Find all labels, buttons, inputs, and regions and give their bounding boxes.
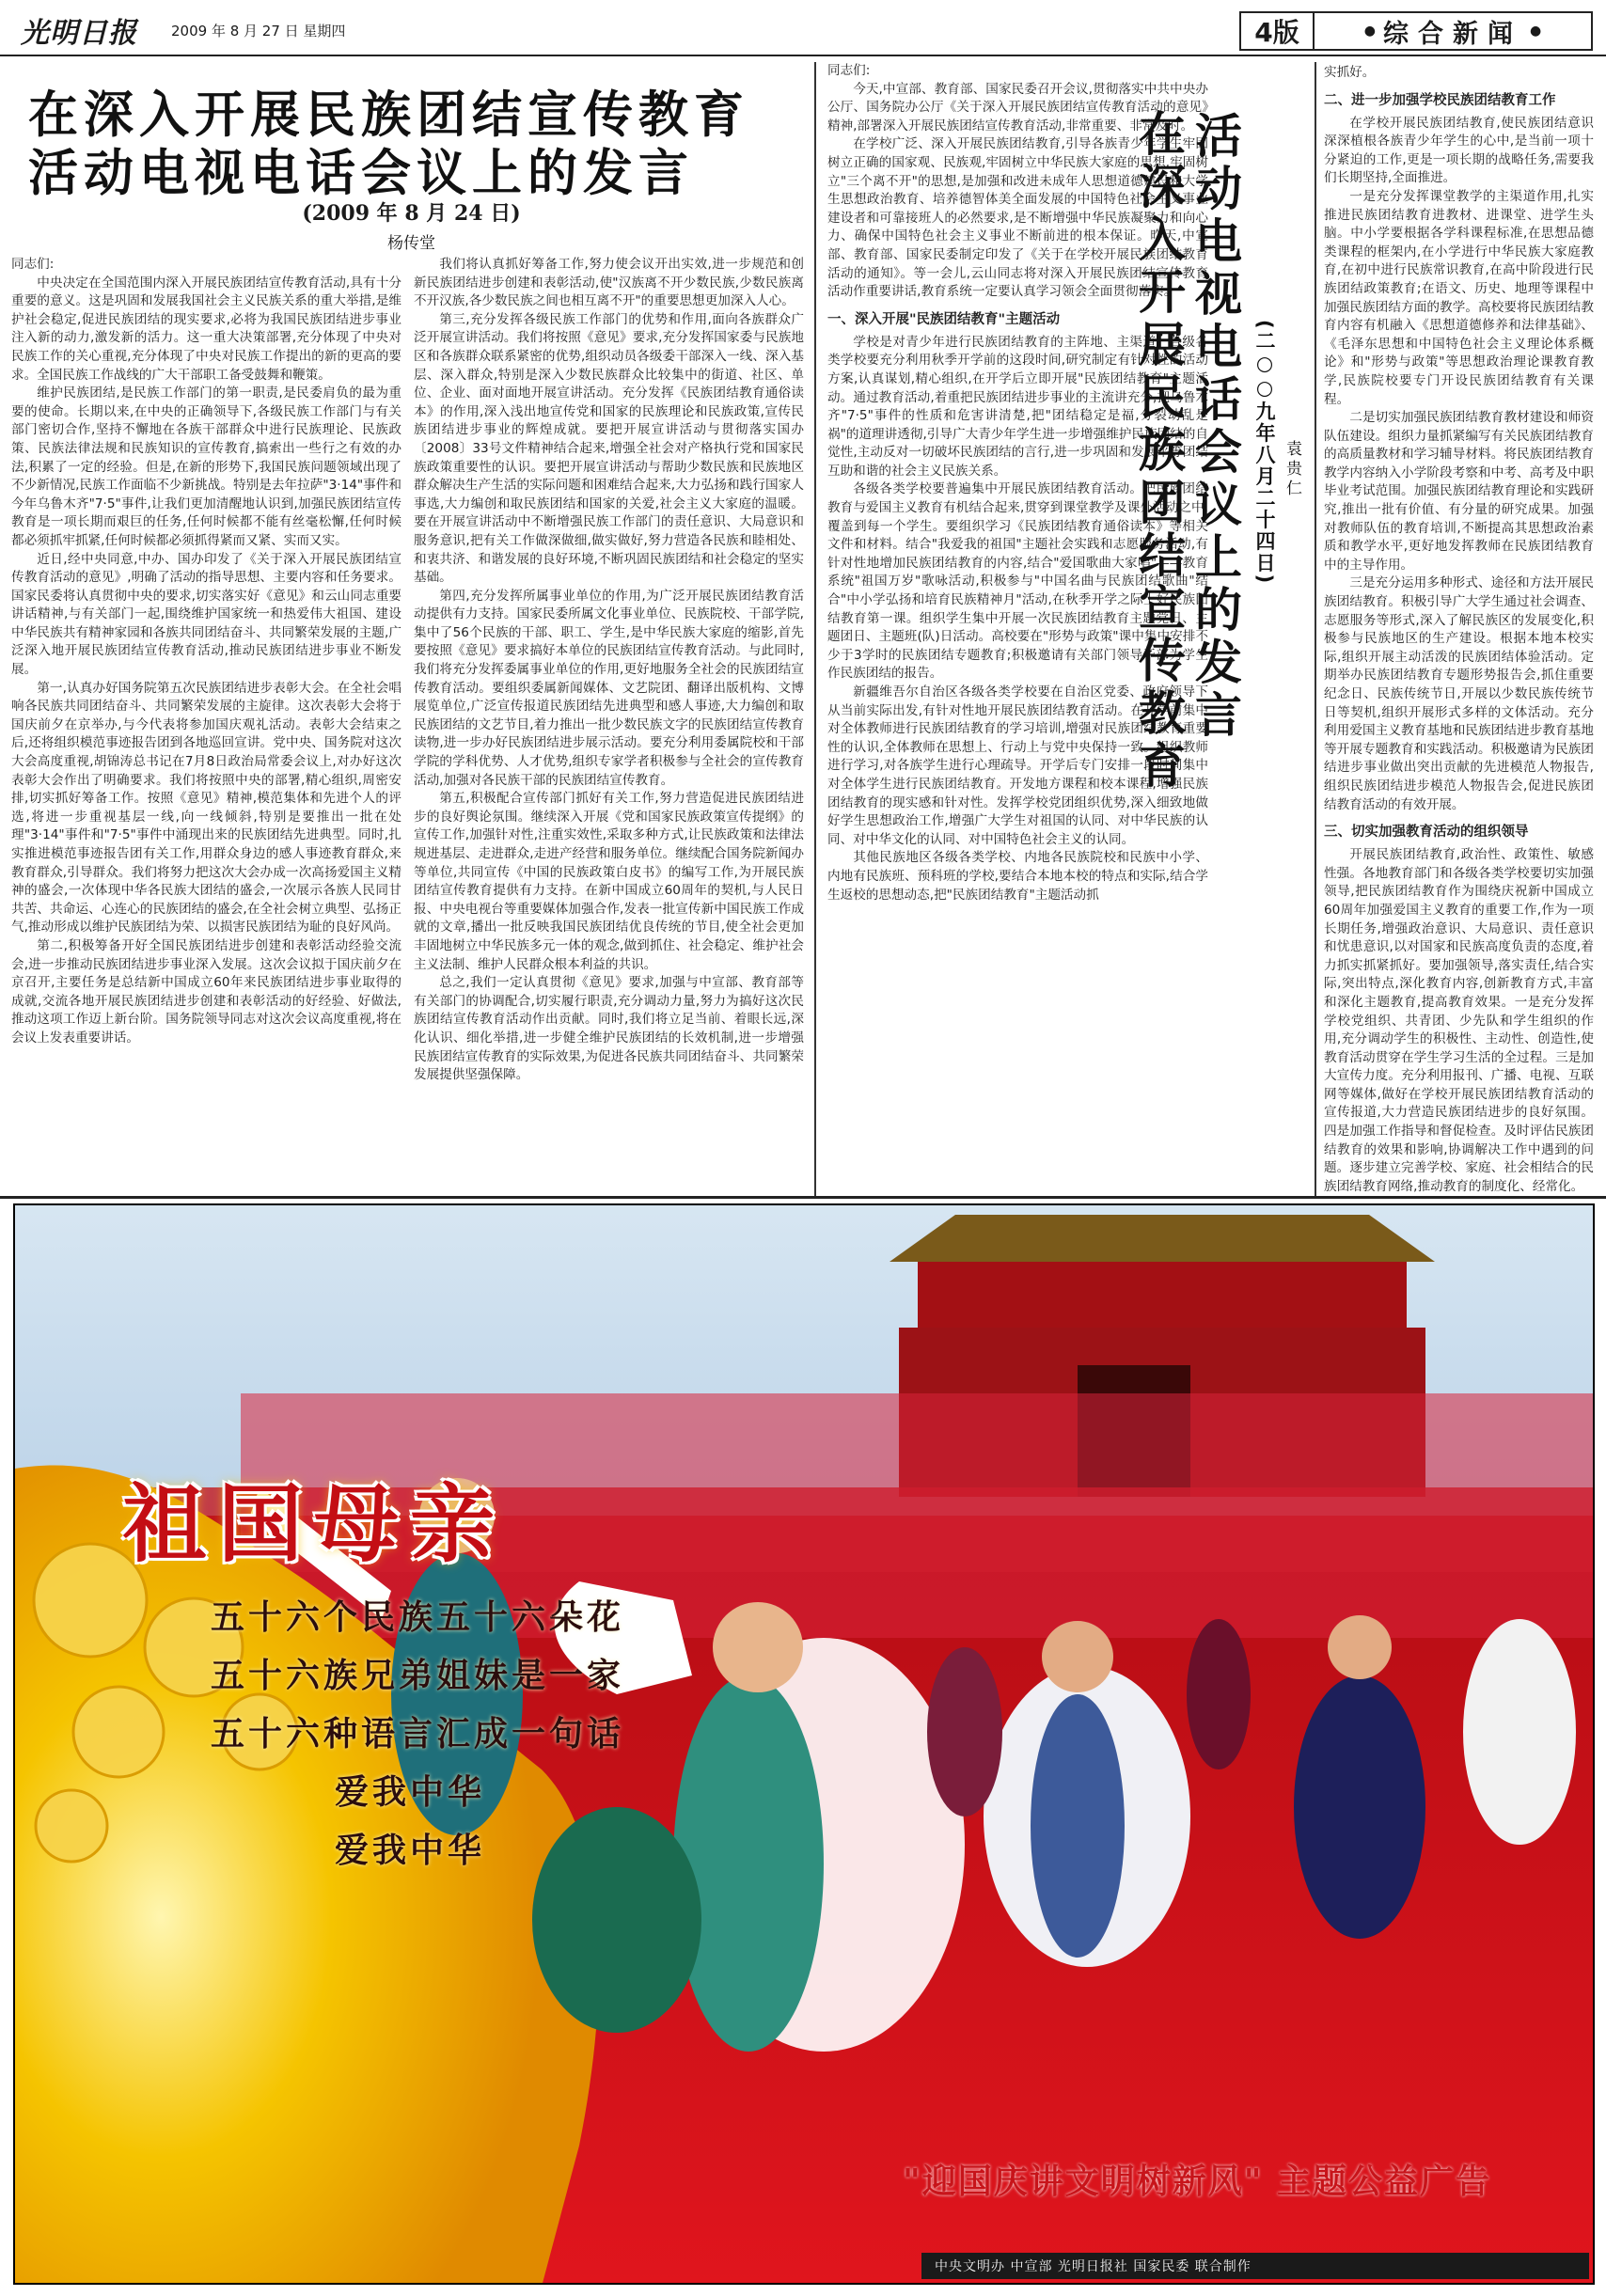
ad-slogan: "迎国庆讲文明树新风" 主题公益广告 [903,2162,1492,2201]
paragraph: 学校是对青少年进行民族团结教育的主阵地、主渠道。各级各类学校要充分利用秋季开学前的这段时间,研究制定有针对性的活动方案,认真谋划,精心组织,在开学后立即开展"民族团结教育"主题活动。通过教育活动,着重把民族团结进步事业的主流讲充分,把乌鲁木齐"7·5"事件的性质和危害讲清楚,把"团结稳定是福,分裂动乱是祸"的道理讲透彻,引导广大青少年学生进一步增强维护民族团结的自觉性,主动反对一切破坏民族团结的言行,进一步巩固和发展平等团结互助和谐的社会主义民族关系。 [827,334,1208,479]
vertical-speech-date: (二○○九年八月二十四日) [1253,320,1276,586]
paragraph: 实抓好。 [1324,65,1376,80]
ad-credits: 中央文明办 中宣部 光明日报社 国家民委 联合制作 [921,2253,1589,2279]
top-rule [0,55,1606,56]
column-divider [814,62,816,1196]
paragraph: 三是充分运用多种形式、途径和方法开展民族团结教育。积极引导广大学生通过社会调查、志愿服务等形式,深入了解民族区的发展变化,积极参与民族地区的生产建设。根据本地本校实际,组织开展主动活泼的民族团结体验活动。定期举办民族团结教育专题形势报告会,抓住重要纪念日、民族传统节日,开展以少数民族传统节日等契机,组织开展形式多样的文体活动。充分利用爱国主义教育基地和民族团结进步教育基地等开展专题教育和实践活动。积极邀请为民族团结进步事业做出突出贡献的先进模范人物报告,组织民族团结进步模范人物报告会,促进民族团结教育活动的有效开展。 [1324,575,1594,812]
paragraph: 总之,我们一定认真贯彻《意见》要求,加强与中宣部、教育部等有关部门的协调配合,切实履行职责,充分调动力量,努力为搞好这次民族团结宣传教育活动作出贡献。同时,我们将立足当前、着眼长远,深化认识、细化举措,进一步健全维护民族团结的长效机制,进一步增强民族团结宣传教育的实际效果,为促进各民族共同团结奋斗、共同繁荣发展提供坚强保障。 [414,975,804,1083]
paragraph: 第三,充分发挥各级民族工作部门的优势和作用,面向各族群众广泛开展宣讲活动。我们将按照《意见》要求,充分发挥国家委与民族地区和各族群众联系紧密的优势,组织动员各级委干部深入一线、深入基层、深入群众,特别是深入少数民族群众比较集中的街道、社区、单位、企业、面对面地开展宣讲活动。充分发挥《民族团结教育通俗读本》的作用,深入浅出地宣传党和国家的民族理论和民族政策,宣传民族团结进步事业的辉煌成就。要把开展宣讲活动与贯彻落实国办〔2008〕33号文件精神结合起来,增强全社会对产格执行党和国家民族政策重要性的认识。要把开展宣讲活动与帮助少数民族和民族地区群众解决生产生活的实际问题和困难结合起来,大力弘扬和践行国家人事选,大力编创和取民族团结和国家的关爱,社会主义大家庭的温暖。要在开展宣讲活动中不断增强民族工作部门的责任意识、大局意识和服务意识,把有关工作做深做细,做实做好,努力营造各民族和睦相处、和衷共济、和谐发展的良好环境,不断巩固民族团结和社会稳定的坚实基础。 [414,311,804,586]
page-number: 4版 [1241,13,1315,49]
paragraph: 今天,中宣部、教育部、国家民委召开会议,贯彻落实中共中央办公厅、国务院办公厅《关于深入开展民族团结宣传教育活动的意见》精神,部署深入开展民族团结宣传教育活动,非常重要、非常及时。 [827,81,1208,134]
page-section-box [1239,11,1593,51]
section-name [1315,13,1591,49]
section-label: 综合新闻 [1383,19,1522,49]
article-column-4 [1324,64,1594,1196]
salutation: 同志们: [827,63,871,78]
newspaper-logo: 光明日报 [21,17,137,50]
speech-date: (2009 年 8 月 24 日) [302,201,521,226]
paragraph: 近日,经中央同意,中办、国办印发了《关于深入开展民族团结宣传教育活动的意见》,明确了活动的指导思想、主要内容和任务要求。国家民委将认真贯彻中央的要求,切实落实好《意见》和云山同志重要讲话精神,与有关部门一起,围绕维护国家统一和热爱伟大祖国、建设中华民族共有精神家园和各族共同团结奋斗、共同繁荣发展的主题,广泛深入地开展民族团结宣传教育活动,推动民族团结进步事业不断发展。 [11,551,402,678]
byline: 杨传堂 [387,234,435,253]
bottom-rule [0,1196,1606,1199]
paragraph: 第一,认真办好国务院第五次民族团结进步表彰大会。在全社会唱响各民族共同团结奋斗、共同繁荣发展的主旋律。这次表彰大会将于国庆前夕在京举办,与今代表将参加国庆观礼活动。表彰大会结束之后,还将组织模范事迹报告团到各地巡回宣讲。党中央、国务院对这次大会高度重视,胡锦涛总书记在7月8日政治局常委会议上,对办好这次表彰大会作出了明确要求。我们将按照中央的部署,精心组织,周密安排,切实抓好筹备工作。按照《意见》精神,模范集体和先进个人的评选,将进一步重视基层一线,向一线倾斜,特别是要推出一批在处理"3·14"事件和"7·5"事件中涌现出来的民族团结先进典型。同时,扎实推进模范事迹报告团有关工作,用群众身边的感人事迹教育群众,来教育群众,引导群众。我们将努力把这次大会办成一次高扬爱国主义精神的盛会,一次体现中华各民族大团结的盛会,一次展示各族人民同甘共苦、共命运、心连心的民族团结的盛会,在全社会树立典型、弘扬正气,推动形成以维护民族团结为荣、以损害民族团结为耻的良好风尚。 [11,680,402,936]
section-heading: 三、切实加强教育活动的组织领导 [1324,825,1529,841]
paragraph: 维护民族团结,是民族工作部门的第一职责,是民委肩负的最为重要的使命。长期以来,在中央的正确领导下,各级民族工作部门与有关部门密切合作,坚持不懈地在各族干部群众中进行民族理论、民族政策、民族法律法规和民族知识的宣传教育,搞索出一些行之有效的办法,积累了一定的经验。但是,在新的形势下,我国民族问题领域出现了不少新情况,民族工作面临不少新挑战。特别是去年拉萨"3·14"事件和今年乌鲁木齐"7·5"事件,让我们更加清醒地认识到,加强民族团结宣传教育是一项长期而艰巨的任务,任何时候都不能有丝毫松懈,任何时候都必须抓牢抓紧,任何时候都必须抓得紧而又紧、实而又实。 [11,385,402,548]
paragraph: 在学校广泛、深入开展民族团结教育,引导各族青少年学生牢固树立正确的国家观、民族观,牢固树立中华民族大家庭的思想,牢固树立"三个离不开"的思想,是加强和改进未成年人思想道德建设和大学生思想政治教育、培养德智体美全面发展的中国特色社会主义事业建设者和可靠接班人的必然要求,是不断增强中华民族凝聚力和向心力、确保中国特色社会主义事业不断前进的根本保证。昨天,中宣部、教育部、国家民委制定印发了《关于在学校开展民族团结教育活动的通知》。等一会儿,云山同志将对深入开展民族团结宣传教育活动作重要讲话,教育系统一定要认真学习领会全面贯彻落实。 [827,136,1208,300]
vertical-byline: 袁贵仁 [1283,440,1301,499]
paragraph: 中央决定在全国范围内深入开展民族团结宣传教育活动,具有十分重要的意义。这是巩固和发展我国社会主义民族关系的重大举措,是维护社会稳定,促进民族团结的现实要求,必将为我国民族团结进步事业注入新的动力,激发新的活力。这一重大决策部署,充分体现了中央对民族工作的关心重视,充分体现了中央对民族工作提出的新的更高的要求。全国民族工作战线的广大干部职工备受鼓舞和鞭策。 [11,275,402,383]
paragraph: 二是切实加强民族团结教育教材建设和师资队伍建设。组织力量抓紧编写有关民族团结教育的高质量教材和学习辅导材料。将民族团结教育教学内容纳入小学阶段考察和中考、高考及中职毕业考试范围。加强民族团结教育理论和实践研究,推出一批有价值、有分量的研究成果。加强对教师队伍的教育培训,不断提高其思想政治素质和教学水平,更好地发挥教师在民族团结教育中的主导作用。 [1324,410,1594,573]
ad-lyric-line: 五十六个民族五十六朵花 [211,1598,625,1637]
dateline: 2009 年 8 月 27 日 星期四 [171,23,346,39]
ad-title: 祖国母亲 [122,1475,506,1574]
paragraph: 第四,充分发挥所属事业单位的作用,为广泛开展民族团结教育活动提供有力支持。国家民委所属文化事业单位、民族院校、干部学院,集中了56个民族的干部、职工、学生,是中华民族大家庭的缩影,首先要按照《意见》要求搞好本单位的民族团结宣传教育活动。与此同时,我们将充分发挥委属事业单位的作用,更好地服务全社会的民族团结宣传教育活动。要组织委属新闻媒体、文艺院团、翻译出版机构、文博展览单位,广泛宣传报道民族团结先进典型和感人事迹,大力编创和取民族团结的文艺节目,着力推出一批少数民族文字的民族团结宣传教育读物,进一步办好民族团结进步展示活动。要充分利用委属院校和干部学院的学科优势、人才优势,组织专家学者积极参与全社会的宣传教育活动,加强对各民族干部的民族团结宣传教育。 [414,588,804,788]
salutation: 同志们: [11,257,55,272]
paragraph: 第五,积极配合宣传部门抓好有关工作,努力营造促进民族团结进步的良好舆论氛围。继续深入开展《党和国家民族政策宣传提纲》的宣传工作,加强针对性,注重实效性,采取多种方式,让民族政策和法律法规进基层、走进群众,走进产经营和服务单位。继续配合国务院新闻办等单位,共同宣传《中国的民族政策白皮书》的编写工作,为开展民族团结宣传教育提供有力支持。在新中国成立60周年的契机,与人民日报、中央电视台等重要媒体加强合作,发表一批宣传新中国民族工作成就的文章,播出一批反映我国民族团结优良传统的节目,使全社会更加丰固地树立中华民族多元一体的观念,做到抓住、社会稳定、维护社会主义法制、维护人民群众根本利益的共识。 [414,791,804,972]
ad-lyric-line: 爱我中华 [335,1832,486,1870]
paragraph: 新疆维吾尔自治区各级各类学校要在自治区党委、政府领导下从当前实际出发,有针对性地开展民族团结教育活动。在开学前集中对全体教师进行民族团结教育的学习培训,增强对民族团结教育重要性的认识,全体教师在思想上、行动上与党中央保持一致。组织教师进行学习,对各族学生进行心理疏导。开学后专门安排一段时间集中对全体学生进行民族团结教育。开发地方课程和校本课程,增强民族团结教育的现实感和针对性。发挥学校党团组织优势,深入细致地做好学生思想政治工作,增强广大学生对祖国的认同、对中华民族的认同、对中华文化的认同、对中国特色社会主义的认同。 [827,684,1208,847]
column-divider [1315,62,1316,1196]
dot-icon: ● [1363,24,1376,39]
ad-lyrics [211,1589,624,1880]
article-column-2 [414,256,804,1196]
headline-line-1: 在深入开展民族团结宣传教育 [28,86,749,144]
vertical-title-line-2: 在深入开展民族团结宣传教育 [1131,109,1186,794]
section-heading: 一、深入开展"民族团结教育"主题活动 [827,311,1061,327]
paragraph: 各级各类学校要普遍集中开展民族团结教育活动。把民族团结教育与爱国主义教育有机结合起来,贯穿到课堂教学及课外活动之中,覆盖到每一个学生。要组织学习《民族团结教育通俗读本》等相关文件和材料。结合"我爱我的祖国"主题社会实践和志愿服务活动,有针对性地增加民族团结教育的内容,结合"爱国歌曲大家唱"——教育系统"祖国万岁"歌咏活动,积极参与"中国名曲与民族团结歌曲"结合"中小学弘扬和培育民族精神月"活动,在秋季开学之际上好民族团结教育第一课。组织学生集中开展一次民族团结教育主题党日、主题团日、主题班(队)日活动。高校要在"形势与政策"课中集中安排不少于3学时的民族团结专题教育;积极邀请有关部门领导干部为学生作民族团结的报告。 [827,481,1208,682]
masthead [0,0,1606,53]
paragraph: 我们将认真抓好筹备工作,努力使会议开出实效,进一步规范和创新民族团结进步创建和表彰活动,使"汉族离不开少数民族,少数民族离不开汉族,各少数民族之间也相互离不开"的重要思想更加深入人心。 [414,257,804,309]
headline-line-2: 活动电视电话会议上的发言 [28,145,694,202]
ad-lyric-line: 爱我中华 [335,1773,486,1812]
ad-lyric-line: 五十六种语言汇成一句话 [211,1715,625,1753]
dot-icon: ● [1530,24,1542,39]
section-heading: 二、进一步加强学校民族团结教育工作 [1324,92,1556,108]
paragraph: 其他民族地区各级各类学校、内地各民族院校和民族中小学、内地有民族班、预科班的学校,要结合本地本校的特点和实际,结合学生返校的思想动态,把"民族团结教育"主题活动抓 [827,850,1208,903]
vertical-title-line-1: 活动电视电话会议上的发言 [1188,111,1242,743]
article-column-1 [11,256,402,1196]
ad-lyric-line: 五十六族兄弟姐妹是一家 [211,1657,625,1695]
paragraph: 一是充分发挥课堂教学的主渠道作用,扎实推进民族团结教育进教材、进课堂、进学生头脑。中小学要根据各学科课程标准,在思想品德类课程的框架内,在小学进行中华民族大家庭教育,在初中进行民族常识教育,在高中阶段进行民族团结政策教育;在语文、历史、地理等课程中加强民族团结方面的教学。高校要将民族团结教育内容有机融入《思想道德修养和法律基础》、《毛泽东思想和中国特色社会主义理论体系概论》和"形势与政策"等思想政治理论课教育教学,民族院校要专门开设民族团结教育有关课程。 [1324,188,1594,407]
paragraph: 开展民族团结教育,政治性、政策性、敏感性强。各地教育部门和各级各类学校要切实加强领导,把民族团结教育作为围绕庆祝新中国成立60周年加强爱国主义教育的重要工作,作为一项长期任务,增强政治意识、大局意识、责任意识和忧患意识,以对国家和民族高度负责的态度,着力抓实抓紧抓好。要加强领导,落实责任,结合实际,突出特点,深化教育内容,创新教育方式,丰富和深化主题教育,提高教育效果。一是充分发挥学校党组织、共青团、少先队和学生组织的作用,充分调动学生的积极性、主动性、创造性,使教育活动贯穿在学生学习生活的全过程。三是加大宣传力度。充分利用报刊、广播、电视、互联网等媒体,做好在学校开展民族团结教育活动的宣传报道,大力营造民族团结进步的良好氛围。四是加强工作指导和督促检查。及时评估民族团结教育的效果和影响,协调解决工作中遇到的问题。逐步建立完善学校、家庭、社会相结合的民族团结教育网络,推动教育的制度化、经常化。 [1324,847,1594,1194]
paragraph: 第二,积极筹备开好全国民族团结进步创建和表彰活动经验交流会,进一步推动民族团结进步事业深入发展。这次会议拟于国庆前夕在京召开,主要任务是总结新中国成立60年来民族团结进步事业取得的成就,交流各地开展民族团结进步创建和表彰活动的好经验、好做法,推动这项工作迈上新台阶。国务院领导同志对这次会议高度重视,将在会议上发表重要讲话。 [11,937,402,1046]
paragraph: 在学校开展民族团结教育,使民族团结意识深深植根各族青少年学生的心中,是当前一项十分紧迫的工作,更是一项长期的战略任务,需要我们长期坚持,全面推进。 [1324,115,1594,186]
